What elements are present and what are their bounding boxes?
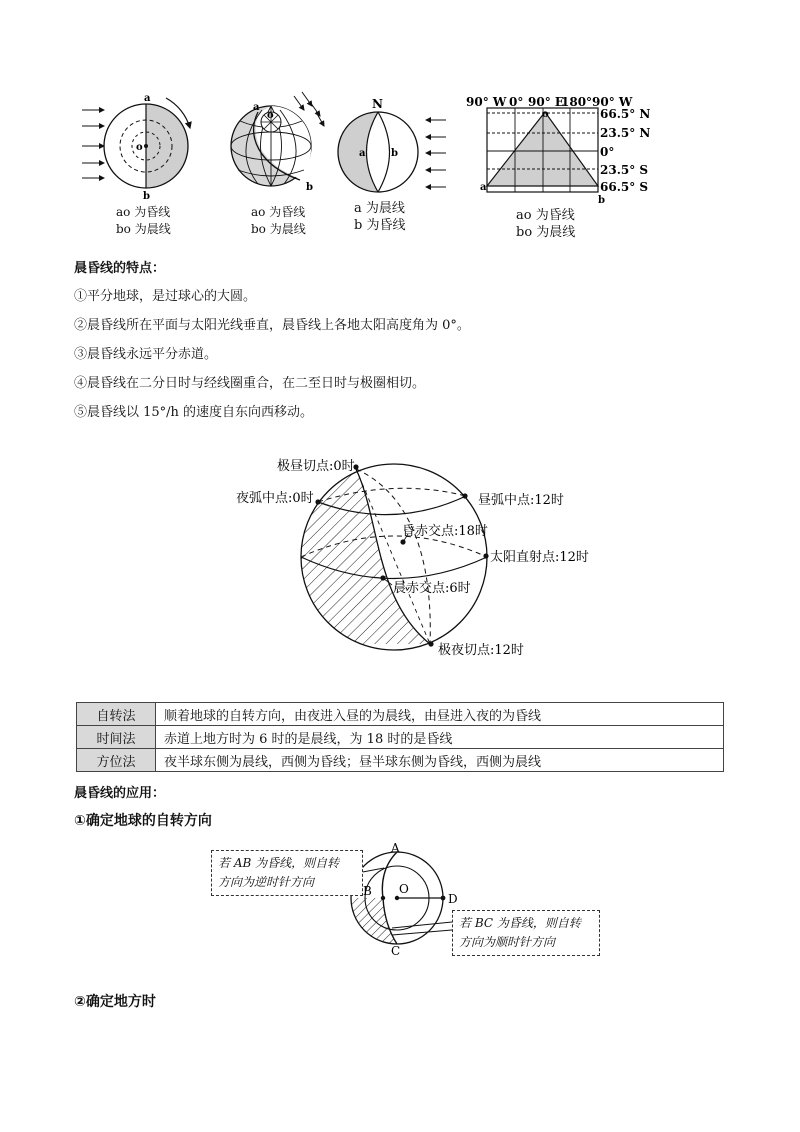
method-name: 时间法 xyxy=(77,726,156,749)
method-desc: 夜半球东侧为晨线，西侧为昏线；昼半球东侧为昏线，西侧为晨线 xyxy=(156,749,724,772)
note-ab-dusk xyxy=(211,850,363,896)
label-dawn-eq: 晨赤交点:6时 xyxy=(393,581,471,596)
label-subsolar: 太阳直射点:12时 xyxy=(490,550,589,565)
caption-line-2: b 为昏线 xyxy=(354,218,406,233)
lat-label-66s: 66.5° S xyxy=(600,180,649,194)
section-heading-applications: 晨昏线的应用： xyxy=(74,786,166,801)
figure-3-diagram xyxy=(338,97,446,192)
label-A: A xyxy=(391,841,400,855)
figure-3-caption xyxy=(354,200,405,234)
label-C: C xyxy=(391,944,401,958)
label-a: a xyxy=(359,148,366,159)
figure-1-caption xyxy=(116,204,171,238)
sunlight-arrows xyxy=(426,120,446,187)
terminator-methods-table xyxy=(76,702,724,772)
method-desc: 赤道上地方时为 6 时的是晨线，为 18 时的是昏线 xyxy=(156,726,724,749)
feature-point-5: ⑤晨昏线以 15°/h 的速度自东向西移动。 xyxy=(74,405,314,420)
label-o: o xyxy=(136,142,143,153)
method-name: 方位法 xyxy=(77,749,156,772)
label-b: b xyxy=(598,195,605,206)
lon-label-180: 180° xyxy=(561,95,593,109)
lon-label-0: 0° xyxy=(509,95,524,109)
lon-label-90w-right: 90° W xyxy=(592,95,633,109)
label-polar-day: 极昼切点:0时 xyxy=(277,459,355,474)
label-b: b xyxy=(143,191,150,202)
label-o: o xyxy=(267,110,274,121)
label-a: a xyxy=(253,102,260,113)
label-o: o xyxy=(542,109,549,120)
feature-point-2: ②晨昏线所在平面与太阳光线垂直，晨昏线上各地太阳高度角为 0°。 xyxy=(74,318,470,333)
caption-line-2: bo 为晨线 xyxy=(116,222,171,236)
figure-2-diagram xyxy=(231,92,324,193)
figure-1-diagram xyxy=(82,93,190,202)
note-line-1: 若 AB 为昏线，则自转 xyxy=(218,856,340,870)
label-polar-night: 极夜切点:12时 xyxy=(438,643,524,658)
label-N: N xyxy=(372,97,383,111)
table-row xyxy=(77,726,724,749)
subheading-local-time: ②确定地方时 xyxy=(74,994,156,1010)
terminator-sphere-diagram xyxy=(220,448,600,668)
label-dusk-eq: 昏赤交点:18时 xyxy=(402,524,488,539)
label-night-mid: 夜弧中点:0时 xyxy=(236,491,314,506)
feature-point-1: ①平分地球，是过球心的大圆。 xyxy=(74,289,257,304)
lat-label-23s: 23.5° S xyxy=(600,163,649,177)
sunlight-arrows xyxy=(82,110,104,178)
caption-line-2: bo 为晨线 xyxy=(251,222,306,236)
lon-label-90w: 90° W xyxy=(466,95,507,109)
point-day-mid xyxy=(462,493,467,498)
figure-4-caption xyxy=(516,207,575,241)
night-hemisphere xyxy=(146,104,188,188)
label-a: a xyxy=(480,182,487,193)
lon-label-90e: 90° E xyxy=(528,95,565,109)
section-heading-features: 晨昏线的特点： xyxy=(74,261,166,276)
figure-2-caption xyxy=(251,204,306,238)
caption-line-1: ao 为昏线 xyxy=(251,205,306,219)
note-line-1: 若 BC 为昏线，则自转 xyxy=(459,916,581,930)
label-b: b xyxy=(391,148,398,159)
leader-right-2 xyxy=(392,930,452,935)
label-B: B xyxy=(363,884,372,898)
label-a: a xyxy=(144,93,151,104)
night-triangle xyxy=(487,112,598,186)
figure-4-diagram xyxy=(466,95,650,206)
note-line-2: 方向为逆时针方向 xyxy=(218,875,315,889)
method-desc: 顺着地球的自转方向，由夜进入昼的为晨线，由昼进入夜的为昏线 xyxy=(156,703,724,726)
line-b xyxy=(378,112,390,192)
note-line-2: 方向为顺时针方向 xyxy=(459,935,556,949)
label-day-mid: 昼弧中点:12时 xyxy=(478,493,564,508)
subheading-rotation-direction: ①确定地球的自转方向 xyxy=(74,813,212,829)
point-subsolar xyxy=(483,553,488,558)
caption-line-1: ao 为昏线 xyxy=(116,205,171,219)
caption-line-1: a 为晨线 xyxy=(354,201,405,216)
caption-line-1: ao 为昏线 xyxy=(516,208,575,223)
caption-line-2: bo 为晨线 xyxy=(516,225,576,240)
point-polar-night xyxy=(428,641,433,646)
pole-dot xyxy=(144,144,148,148)
lat-label-23n: 23.5° N xyxy=(600,126,651,140)
label-D: D xyxy=(448,892,458,906)
method-name: 自转法 xyxy=(77,703,156,726)
leader-right-1 xyxy=(392,922,452,928)
lat-label-0: 0° xyxy=(600,145,615,159)
label-b: b xyxy=(306,182,313,193)
table-row xyxy=(77,749,724,772)
feature-point-3: ③晨昏线永远平分赤道。 xyxy=(74,347,218,362)
note-bc-dusk xyxy=(452,910,600,956)
label-O: O xyxy=(399,882,409,896)
feature-point-4: ④晨昏线在二分日时与经线圈重合，在二至日时与极圈相切。 xyxy=(74,376,426,391)
point-night-mid xyxy=(315,499,320,504)
table-row xyxy=(77,703,724,726)
lat-label-66n: 66.5° N xyxy=(600,107,651,121)
